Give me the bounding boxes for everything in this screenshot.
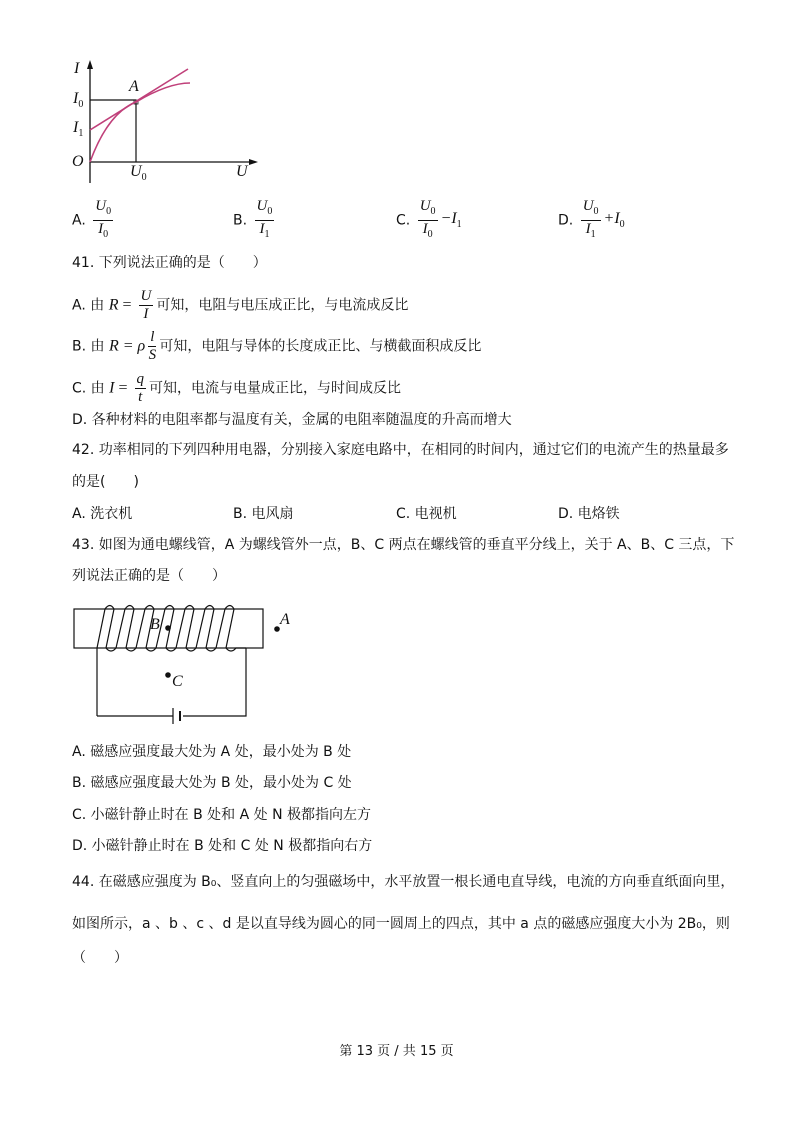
q44-stem-1: 44. 在磁感应强度为 B₀、竖直向上的匀强磁场中，水平放置一根长通电直导线，电流的方向垂直纸面向里， [72, 874, 735, 890]
q43-option-b[interactable]: B. 磁感应强度最大处为 B 处，最小处为 C 处 [72, 775, 352, 791]
q42-option-d[interactable]: D. 电烙铁 [558, 506, 620, 522]
u0-label: $U_0$ [130, 163, 147, 184]
q43-option-a[interactable]: A. 磁感应强度最大处为 A 处，最小处为 B 处 [72, 744, 352, 760]
q42-option-a[interactable]: A. 洗衣机 [72, 506, 133, 522]
i0-label: $I_0$ [73, 90, 84, 111]
q41-option-d[interactable]: D. 各种材料的电阻率都与温度有关，金属的电阻率随温度的升高而增大 [72, 412, 512, 428]
y-axis-label: I [74, 60, 80, 77]
q40-option-a[interactable]: A. $\frac{U_0}{I_0}$ [72, 198, 112, 240]
q41-option-a[interactable]: A. 由 R = $\frac{U}{I}$ 可知，电阻与电压成正比，与电流成反比 [72, 288, 409, 322]
q42-stem-2: 的是( ) [72, 474, 139, 490]
page-footer: 第 13 页 / 共 15 页 [339, 1044, 454, 1059]
q43-option-d[interactable]: D. 小磁针静止时在 B 处和 C 处 N 极都指向右方 [72, 838, 373, 854]
point-c-label: C [172, 673, 183, 690]
origin-label: O [72, 153, 84, 170]
q44-stem-3: （ ） [72, 950, 128, 966]
point-a-label: A [280, 611, 290, 628]
q40-option-c[interactable]: C. $\frac{U_0}{I_0}$ $-I_1$ [396, 198, 462, 240]
q44-stem-2: 如图所示，a 、b 、c 、d 是以直导线为圆心的同一圆周上的四点，其中 a 点的磁感应强度大小为 2B₀，则 [72, 916, 730, 932]
q43-stem-2: 列说法正确的是（ ） [72, 568, 226, 584]
solenoid-figure [70, 600, 300, 725]
iu-curve [90, 83, 190, 162]
point-a-label: A [129, 78, 139, 95]
q43-option-c[interactable]: C. 小磁针静止时在 B 处和 A 处 N 极都指向左方 [72, 807, 372, 823]
i1-label: $I_1$ [73, 119, 84, 140]
q41-option-c[interactable]: C. 由 I = $\frac{q}{t}$ 可知，电流与电量成正比，与时间成反比 [72, 371, 401, 405]
q42-option-b[interactable]: B. 电风扇 [233, 506, 294, 522]
q40-option-d[interactable]: D. $\frac{U_0}{I_1}$ $+I_0$ [558, 198, 625, 240]
q42-option-c[interactable]: C. 电视机 [396, 506, 457, 522]
x-axis-label: U [236, 163, 248, 180]
q41-option-b[interactable]: B. 由 R = ρ $\frac{l}{S}$ 可知，电阻与导体的长度成正比、与横截面积成反比 [72, 329, 482, 363]
q43-stem-1: 43. 如图为通电螺线管，A 为螺线管外一点，B、C 两点在螺线管的垂直平分线上，关于 A、B、C 三点，下 [72, 537, 735, 553]
q42-stem-1: 42. 功率相同的下列四种用电器，分别接入家庭电路中，在相同的时间内，通过它们的电流产生的热量最多 [72, 442, 729, 458]
q41-stem: 41. 下列说法正确的是（ ） [72, 255, 267, 271]
q40-option-b[interactable]: B. $\frac{U_0}{I_1}$ [233, 198, 273, 240]
point-b-label: B [150, 616, 160, 633]
